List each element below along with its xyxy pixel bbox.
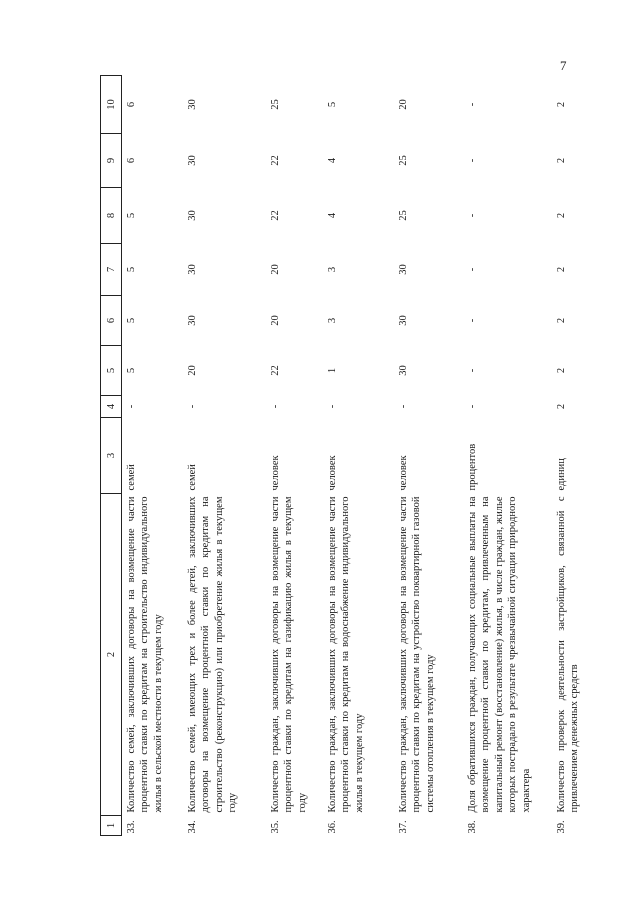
unit-cell: человек xyxy=(398,455,409,491)
value-cell: - xyxy=(126,404,137,409)
value-cell: 20 xyxy=(270,264,281,275)
indicator-description: Количество семей, имеющих трех и более детей, заключивших договоры на возмещение процентной ставки по кредитам на строительство (реконструкцию) или приобретение жилья в текущем году xyxy=(187,496,239,813)
value-cell: 30 xyxy=(187,315,198,326)
value-cell: - xyxy=(270,404,281,409)
value-cell: - xyxy=(327,404,338,409)
value-cell: 2 xyxy=(556,403,567,410)
value-cell: 4 xyxy=(327,157,338,164)
indicator-description: Количество проверок деятельности застройщиков, связанной с привлечением денежных средств xyxy=(556,496,581,813)
value-cell: 2 xyxy=(556,101,567,108)
row-number: 34. xyxy=(187,820,198,834)
value-cell: 25 xyxy=(398,210,409,221)
table-row xyxy=(323,76,394,836)
value-cell: 5 xyxy=(126,212,137,219)
column-header: 6 xyxy=(101,296,122,346)
column-header: 9 xyxy=(101,134,122,188)
value-cell: - xyxy=(467,318,478,323)
header-row xyxy=(101,76,122,836)
table-row xyxy=(183,76,266,836)
table-row xyxy=(266,76,323,836)
value-cell: 20 xyxy=(187,365,198,376)
value-cell: 30 xyxy=(187,99,198,110)
value-cell: 6 xyxy=(126,101,137,108)
value-cell: 22 xyxy=(270,365,281,376)
value-cell: 25 xyxy=(398,155,409,166)
value-cell: 2 xyxy=(556,367,567,374)
value-cell: 20 xyxy=(398,99,409,110)
indicators-table xyxy=(100,75,595,836)
page-number: 7 xyxy=(560,58,567,73)
value-cell: 30 xyxy=(398,264,409,275)
column-header: 3 xyxy=(101,418,122,494)
row-number: 37. xyxy=(398,820,409,834)
column-header: 5 xyxy=(101,346,122,396)
unit-cell: человек xyxy=(270,455,281,491)
table-row xyxy=(463,76,552,836)
value-cell: - xyxy=(467,213,478,218)
value-cell: - xyxy=(467,158,478,163)
value-cell: 5 xyxy=(327,101,338,108)
column-header: 10 xyxy=(101,76,122,134)
column-header: 4 xyxy=(101,396,122,418)
value-cell: 30 xyxy=(398,315,409,326)
value-cell: 2 xyxy=(556,266,567,273)
value-cell: - xyxy=(187,404,198,409)
indicator-description: Количество граждан, заключивших договоры на возмещение части процентной ставки по кредитам на водоснабжение индивидуального жилья в текущем году xyxy=(327,496,365,813)
value-cell: 5 xyxy=(126,266,137,273)
table-row xyxy=(552,76,595,836)
value-cell: - xyxy=(467,404,478,409)
unit-cell: процентов xyxy=(467,443,478,491)
value-cell: - xyxy=(467,267,478,272)
value-cell: 30 xyxy=(187,264,198,275)
indicator-description: Количество граждан, заключивших договоры на возмещение части процентной ставки по кредитам на устройство поквартирной газовой системы отопления в текущем году xyxy=(398,496,436,813)
indicator-description: Количество семей, заключивших договоры на возмещение части процентной ставки по кредитам на строительство индивидуального жилья в сельской местности в текущем году xyxy=(126,496,164,813)
column-header: 1 xyxy=(101,816,122,836)
value-cell: 5 xyxy=(126,367,137,374)
unit-cell: семей xyxy=(126,464,137,491)
row-number: 39. xyxy=(556,820,567,834)
value-cell: 2 xyxy=(556,212,567,219)
value-cell: 3 xyxy=(327,266,338,273)
row-number: 36. xyxy=(327,820,338,834)
value-cell: 22 xyxy=(270,155,281,166)
unit-cell: единиц xyxy=(556,458,567,491)
row-number: 35. xyxy=(270,820,281,834)
table-row xyxy=(394,76,463,836)
value-cell: 5 xyxy=(126,317,137,324)
value-cell: 30 xyxy=(398,365,409,376)
value-cell: 6 xyxy=(126,157,137,164)
column-header: 2 xyxy=(101,494,122,816)
value-cell: 1 xyxy=(327,367,338,374)
value-cell: 3 xyxy=(327,317,338,324)
indicator-description: Доля обратившихся граждан, получающих социальные выплаты на возмещение процентной ставки по кредитам, привлеченным на капитальный ремонт (восстановление) жилья, в числе граждан, жилье которых пострадало в результате чрезвычайной ситуации природного характера xyxy=(467,496,532,813)
unit-cell: семей xyxy=(187,464,198,491)
table-row xyxy=(122,76,184,836)
indicator-description: Количество граждан, заключивших договоры на возмещение части процентной ставки по кредитам на газификацию жилья в текущем году xyxy=(270,496,308,813)
value-cell: 2 xyxy=(556,157,567,164)
row-number: 33. xyxy=(126,820,137,834)
value-cell: 30 xyxy=(187,210,198,221)
column-header: 7 xyxy=(101,244,122,296)
value-cell: 4 xyxy=(327,212,338,219)
value-cell: 20 xyxy=(270,315,281,326)
value-cell: 25 xyxy=(270,99,281,110)
value-cell: - xyxy=(467,102,478,107)
value-cell: - xyxy=(398,404,409,409)
unit-cell: человек xyxy=(327,455,338,491)
value-cell: - xyxy=(467,368,478,373)
row-number: 38. xyxy=(467,820,478,834)
value-cell: 2 xyxy=(556,317,567,324)
rotated-table-page xyxy=(100,76,580,836)
column-header: 8 xyxy=(101,188,122,244)
value-cell: 22 xyxy=(270,210,281,221)
value-cell: 30 xyxy=(187,155,198,166)
